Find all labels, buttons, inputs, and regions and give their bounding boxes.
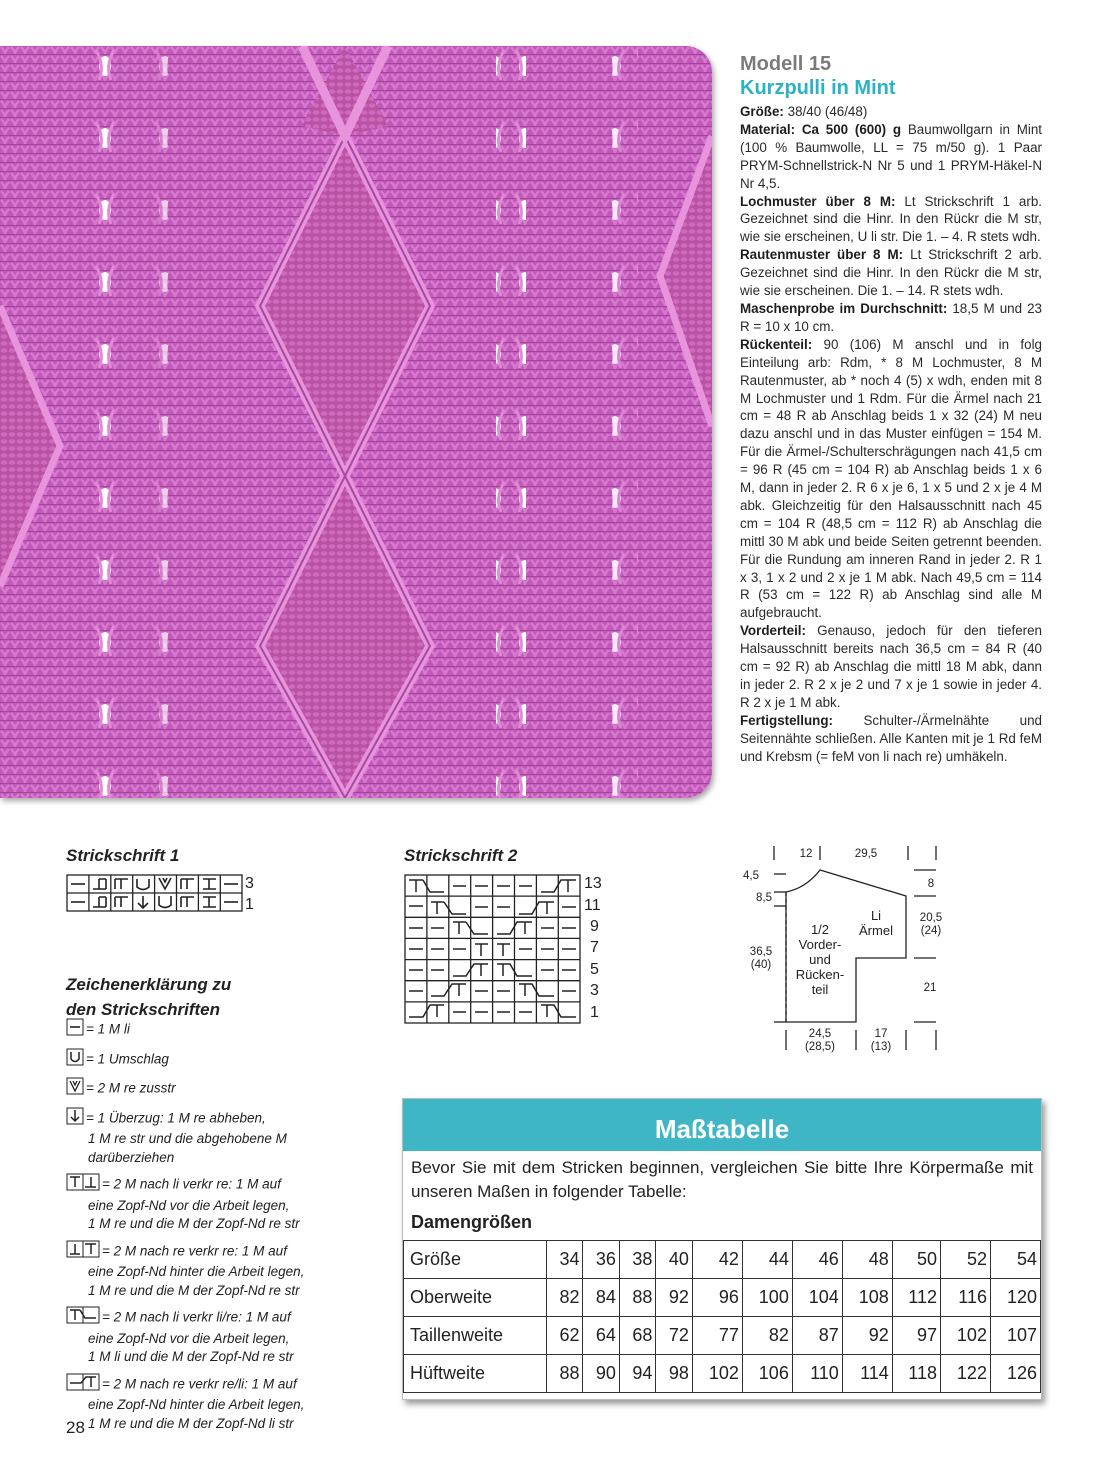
table-row bbox=[404, 1279, 1041, 1317]
table-row bbox=[404, 1355, 1041, 1393]
table-cell: 92 bbox=[842, 1317, 892, 1355]
table-cell: 88 bbox=[547, 1355, 583, 1393]
schematic-sleeve-label: Li Ärmel bbox=[859, 908, 893, 938]
table-cell: 106 bbox=[742, 1355, 792, 1393]
table-cell: 42 bbox=[692, 1241, 742, 1279]
table-cell: 112 bbox=[892, 1279, 940, 1317]
table-row bbox=[404, 1241, 1041, 1279]
table-cell: 36 bbox=[583, 1241, 619, 1279]
table-cell: 114 bbox=[842, 1355, 892, 1393]
chart2-row-3: 3 bbox=[590, 982, 599, 999]
chart2-row-13: 13 bbox=[584, 875, 602, 892]
legend-symbol-icon bbox=[66, 1107, 84, 1131]
table-cell: 52 bbox=[940, 1241, 990, 1279]
legend-text: eine Zopf-Nd hinter die Arbeit legen, bbox=[88, 1397, 305, 1412]
schematic-sleeve-length: 17 (13) bbox=[870, 1028, 892, 1053]
instruction-text: Lt Strickschrift 1 arb. Gezeichnet sind die Hinr. In den Rückr die M str, wie sie erscheinen, U li str. Die 1. – 4. R stets wdh. bbox=[740, 193, 1042, 245]
legend-heading bbox=[66, 972, 231, 1022]
instruction-heading: Material: Ca 500 (600) g bbox=[740, 121, 902, 137]
table-cell: 84 bbox=[583, 1279, 619, 1317]
schematic-top-right: 29,5 bbox=[854, 848, 878, 860]
legend-symbol-icon bbox=[66, 1240, 100, 1264]
table-cell: 118 bbox=[892, 1355, 940, 1393]
table-cell: 98 bbox=[656, 1355, 692, 1393]
size-table bbox=[403, 1240, 1041, 1393]
instruction-paragraph bbox=[740, 121, 1042, 193]
table-cell: 77 bbox=[692, 1317, 742, 1355]
instruction-paragraph bbox=[740, 300, 1042, 336]
legend-text: 1 M re str und die abgehobene M bbox=[88, 1131, 287, 1146]
table-cell: 88 bbox=[619, 1279, 655, 1317]
instruction-heading: Fertigstellung: bbox=[740, 712, 833, 728]
instruction-text: Genauso, jedoch für den tieferen Halsausschnitt bereits nach 36,5 cm = 84 R (40 cm = 92 R) ab Anschlag die mittl 18 M abk, dann in jeder 2. R 2 x je 2 und 7 x je 1 sowie in jeder 4. R 2 x je 1 M abk. bbox=[740, 623, 1042, 710]
legend-text: eine Zopf-Nd hinter die Arbeit legen, bbox=[88, 1264, 305, 1279]
instruction-paragraph bbox=[740, 336, 1042, 623]
instruction-heading: Größe: bbox=[740, 104, 784, 119]
table-cell: 108 bbox=[842, 1279, 892, 1317]
table-cell: 38 bbox=[619, 1241, 655, 1279]
garment-schematic bbox=[736, 840, 946, 1075]
table-cell: 82 bbox=[547, 1279, 583, 1317]
legend-item bbox=[66, 1107, 356, 1168]
instruction-text: Lt Strickschrift 2 arb. Gezeichnet sind die Hinr. In den Rückr die M str, wie sie erscheinen. Die 1. – 14. R stets wdh. bbox=[740, 247, 1043, 299]
legend-text: = 2 M re zusstr bbox=[86, 1080, 176, 1096]
table-cell: 40 bbox=[656, 1241, 692, 1279]
legend-text: 1 M re und die M der Zopf-Nd li str bbox=[88, 1415, 294, 1431]
legend-text: 1 M re und die M der Zopf-Nd re str bbox=[88, 1282, 300, 1298]
row-label: Hüftweite bbox=[404, 1355, 547, 1393]
chart2-title: Strickschrift 2 bbox=[404, 846, 518, 865]
legend-text: darüberziehen bbox=[88, 1149, 175, 1165]
table-cell: 107 bbox=[990, 1317, 1040, 1355]
table-cell: 102 bbox=[692, 1355, 742, 1393]
legend-list bbox=[66, 1018, 356, 1439]
legend-item bbox=[66, 1306, 356, 1367]
chart2-row-7: 7 bbox=[590, 939, 599, 956]
legend-symbol-icon bbox=[66, 1018, 84, 1042]
schematic-body-length: 36,5 (40) bbox=[749, 946, 773, 971]
legend-symbol-icon bbox=[66, 1048, 84, 1072]
legend-item bbox=[66, 1077, 356, 1101]
table-cell: 46 bbox=[792, 1241, 842, 1279]
size-table-box bbox=[402, 1098, 1042, 1400]
legend-text: = 2 M nach li verkr li/re: 1 M auf bbox=[102, 1309, 291, 1325]
row-label: Oberweite bbox=[404, 1279, 547, 1317]
instruction-heading: Rautenmuster über 8 M: bbox=[740, 247, 904, 263]
instruction-paragraph bbox=[740, 246, 1042, 300]
table-cell: 44 bbox=[742, 1241, 792, 1279]
instruction-paragraph bbox=[740, 712, 1042, 766]
instruction-text: 38/40 (46/48) bbox=[783, 104, 868, 119]
table-cell: 87 bbox=[792, 1317, 842, 1355]
schematic-neck-depth: 8,5 bbox=[756, 892, 772, 904]
legend-text: = 2 M nach re verkr re: 1 M auf bbox=[102, 1242, 287, 1258]
legend-symbol-icon bbox=[66, 1173, 100, 1197]
table-cell: 126 bbox=[990, 1355, 1040, 1393]
chart2-grid bbox=[404, 874, 584, 1031]
legend-heading-line2: den Strickschriften bbox=[66, 1000, 220, 1019]
legend-heading-line1: Zeichenerklärung zu bbox=[66, 975, 232, 994]
legend-text: = 1 Umschlag bbox=[86, 1050, 169, 1066]
legend-item bbox=[66, 1373, 356, 1434]
chart1-title: Strickschrift 1 bbox=[66, 846, 180, 865]
instruction-text: Baumwollgarn in Mint (100 % Baumwolle, LL = 75 m/50 g). 1 Paar PRYM-Schnellstrick-N Nr 5 und 1 PRYM-Häkel-N Nr 4,5. bbox=[740, 121, 1042, 191]
chart2-row-11: 11 bbox=[584, 897, 601, 914]
table-cell: 100 bbox=[742, 1279, 792, 1317]
instruction-text: Schulter-/Ärmelnähte und Seitennähte schließen. Alle Kanten mit je 1 Rd feM und Krebsm (= feM von li nach re) umhäkeln. bbox=[740, 712, 1042, 764]
legend-item bbox=[66, 1240, 356, 1301]
table-cell: 92 bbox=[656, 1279, 692, 1317]
model-number: Modell 15 bbox=[740, 53, 832, 75]
chart1-svg bbox=[66, 874, 246, 914]
table-cell: 62 bbox=[547, 1317, 583, 1355]
instruction-paragraph bbox=[740, 622, 1042, 712]
chart1-row-1: 1 bbox=[245, 896, 254, 913]
legend-item bbox=[66, 1018, 356, 1042]
instruction-paragraphs bbox=[740, 103, 1042, 766]
size-table-title: Maßtabelle bbox=[403, 1099, 1041, 1151]
table-cell: 68 bbox=[619, 1317, 655, 1355]
instruction-heading: Vorderteil: bbox=[740, 623, 806, 639]
table-cell: 110 bbox=[792, 1355, 842, 1393]
chart1-grid bbox=[66, 874, 246, 919]
legend-symbol-icon bbox=[66, 1373, 100, 1397]
model-title: Kurzpulli in Mint bbox=[740, 77, 896, 99]
table-cell: 120 bbox=[990, 1279, 1040, 1317]
legend-text: = 1 Überzug: 1 M re abheben, bbox=[86, 1109, 266, 1125]
page-number: 28 bbox=[66, 1418, 85, 1437]
chart1-row-3: 3 bbox=[245, 875, 254, 892]
table-cell: 90 bbox=[583, 1355, 619, 1393]
table-cell: 82 bbox=[742, 1317, 792, 1355]
instruction-text: 90 (106) M anschl und in folg Einteilung arb: Rdm, * 8 M Lochmuster, 8 M Rautenmuster, ab * noch 4 (5) x wdh, enden mit 8 M Lochmuster und 1 Rdm. Für die Ärmel nach 21 cm = 48 R ab Anschlag beids 1 x 32 (24) M neu dazu anschl und in das Muster einfügen = 154 M. Für die Ärmel-/Schulterschrägungen nach 41,5 cm = 96 R (45 cm = 104 R) ab Anschlag beids 1 x 6 M, dann in jeder 2. R 6 x je 6, 1 x 5 und 2 x je 4 M abk. Gleichzeitig für den Halsausschnitt nach 45 cm = 104 R (48,5 cm = 112 R) ab Anschlag die mittl 30 M abk und beide Seiten getrennt beenden. Für die Rundung am inneren Rand in jeder 2. R 1 x 3, 1 x 2 und 2 x je 1 M abk. Nach 49,5 cm = 114 R (53 cm = 122 R) ab Anschlag sind alle M aufgebraucht. bbox=[740, 336, 1042, 621]
schematic-shoulder: 8 bbox=[927, 878, 935, 890]
legend-text: eine Zopf-Nd vor die Arbeit legen, bbox=[88, 1197, 290, 1213]
schematic-bottom-width: 24,5 (28,5) bbox=[804, 1028, 836, 1053]
knit-swatch-photo bbox=[0, 46, 712, 798]
legend-text: 1 M li und die M der Zopf-Nd re str bbox=[88, 1349, 294, 1364]
table-row bbox=[404, 1317, 1041, 1355]
instruction-paragraph bbox=[740, 193, 1042, 247]
schematic-neck: 4,5 bbox=[743, 870, 759, 882]
instruction-heading: Maschenprobe im Durchschnitt: bbox=[740, 300, 948, 316]
instruction-heading: Lochmuster über 8 M: bbox=[740, 193, 896, 209]
table-cell: 64 bbox=[583, 1317, 619, 1355]
instructions-column bbox=[740, 52, 1042, 766]
legend-text: = 2 M nach re verkr re/li: 1 M auf bbox=[102, 1375, 297, 1391]
table-cell: 96 bbox=[692, 1279, 742, 1317]
table-cell: 97 bbox=[892, 1317, 940, 1355]
chart2-row-1: 1 bbox=[590, 1004, 599, 1021]
table-cell: 104 bbox=[792, 1279, 842, 1317]
legend-item bbox=[66, 1048, 356, 1072]
instruction-paragraph bbox=[740, 103, 1042, 121]
chart2-row-9: 9 bbox=[590, 918, 599, 935]
table-cell: 34 bbox=[547, 1241, 583, 1279]
schematic-top-left: 12 bbox=[799, 848, 813, 860]
table-cell: 48 bbox=[842, 1241, 892, 1279]
schematic-piece-label: 1/2 Vorder- und Rücken- teil bbox=[795, 922, 845, 997]
table-cell: 122 bbox=[940, 1355, 990, 1393]
row-label: Größe bbox=[404, 1241, 547, 1279]
size-table-subtitle: Damengrößen bbox=[411, 1212, 533, 1232]
schematic-sleeve-height: 20,5 (24) bbox=[919, 912, 943, 937]
legend-symbol-icon bbox=[66, 1077, 84, 1101]
table-cell: 102 bbox=[940, 1317, 990, 1355]
table-cell: 94 bbox=[619, 1355, 655, 1393]
schematic-side: 21 bbox=[923, 982, 937, 994]
legend-text: 1 M re und die M der Zopf-Nd re str bbox=[88, 1216, 300, 1231]
table-cell: 72 bbox=[656, 1317, 692, 1355]
legend-text: eine Zopf-Nd vor die Arbeit legen, bbox=[88, 1330, 290, 1346]
chart2-svg bbox=[404, 874, 584, 1026]
size-table-intro: Bevor Sie mit dem Stricken beginnen, vergleichen Sie bitte Ihre Körpermaße mit unseren Maßen in folgender Tabelle: bbox=[411, 1158, 1033, 1201]
chart2-row-5: 5 bbox=[590, 961, 599, 978]
instruction-heading: Rückenteil: bbox=[740, 336, 813, 352]
table-cell: 50 bbox=[892, 1241, 940, 1279]
legend-item bbox=[66, 1173, 356, 1234]
legend-text: = 2 M nach li verkr re: 1 M auf bbox=[102, 1176, 281, 1192]
row-label: Taillenweite bbox=[404, 1317, 547, 1355]
legend-text: = 1 M li bbox=[86, 1021, 130, 1037]
instruction-text: 18,5 M und 23 R = 10 x 10 cm. bbox=[740, 300, 1042, 334]
legend-symbol-icon bbox=[66, 1306, 100, 1330]
table-cell: 54 bbox=[990, 1241, 1040, 1279]
table-cell: 116 bbox=[940, 1279, 990, 1317]
